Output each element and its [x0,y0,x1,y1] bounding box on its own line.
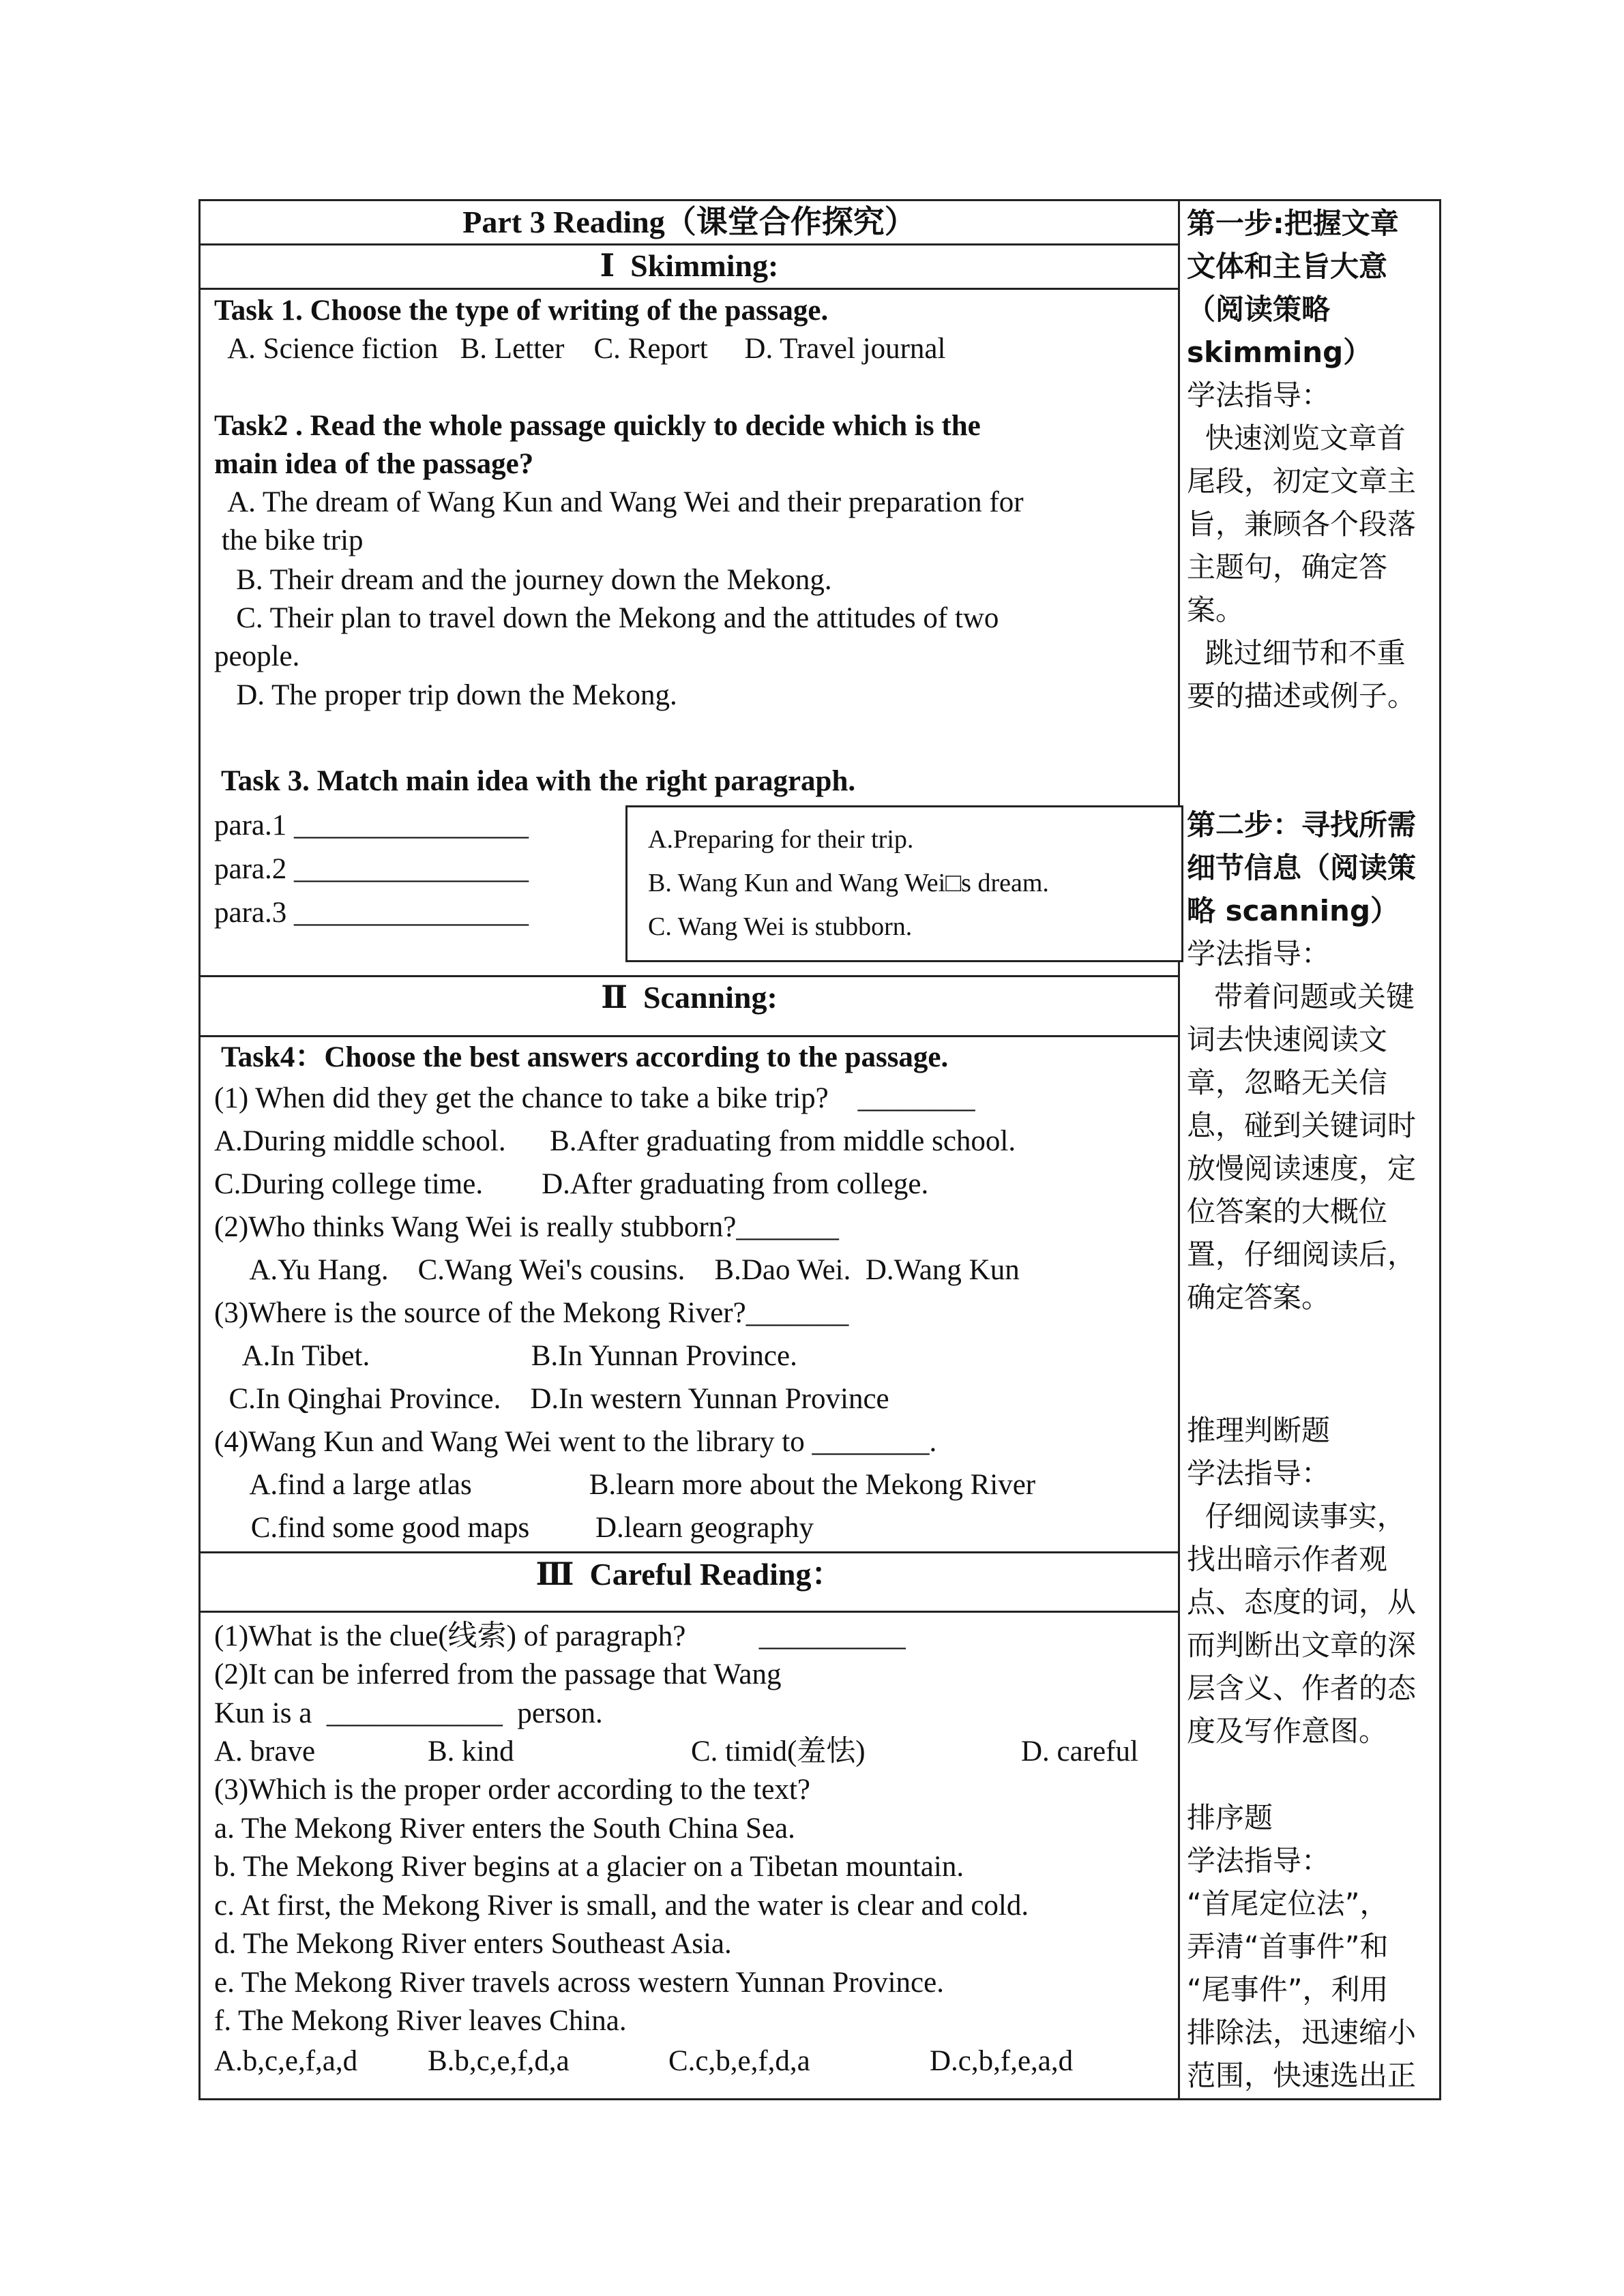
sidebar-line: 第一步:把握文章 [1187,207,1399,240]
q3-option-d: D.c,b,f,e,a,d [930,2045,1074,2077]
sidebar-line: 案。 [1187,593,1245,627]
q2-option-d: D. careful [1021,1735,1138,1768]
q3-line: c. At first, the Mekong River is small, and the water is clear and cold. [214,1890,1029,1922]
scanning-line: C.During college time. D.After graduating from college. [214,1168,929,1200]
task3-box-option-a: A.Preparing for their trip. [648,825,914,854]
task2-question-line1: Task2 . Read the whole passage quickly to decide which is the [214,410,981,442]
sidebar-line: 排序题 [1187,1801,1273,1834]
sidebar-line: 第二步：寻找所需 [1187,808,1417,841]
sidebar-line: 找出暗示作者观 [1187,1542,1388,1576]
sidebar-line: “首尾定位法”， [1187,1887,1389,1920]
task2-option-d: D. The proper trip down the Mekong. [214,679,677,711]
sidebar-line: 学法指导： [1187,378,1331,412]
task3-options-box [625,805,1183,962]
scanning-line: C.find some good maps D.learn geography [214,1512,814,1544]
skimming-heading: Ⅰ Skimming: [600,248,779,283]
sidebar-line: 仔细阅读事实， [1187,1500,1406,1533]
careful-reading-heading: Ⅲ Careful Reading： [535,1557,843,1592]
sidebar-line: 息，碰到关键词时 [1187,1109,1417,1142]
sidebar-step1 [1187,202,1432,717]
row-divider [198,1551,1179,1553]
sidebar-line: 跳过细节和不重 [1187,636,1406,670]
table-top-border [198,199,1441,201]
sidebar-line: 确定答案。 [1187,1281,1331,1314]
sidebar-line: 点、态度的词，从 [1187,1585,1417,1619]
task3-para-2: para.2 ________________ [214,853,529,885]
task2-option-a-cont: the bike trip [214,524,364,556]
sidebar-line: 细节信息（阅读策 [1187,851,1417,884]
sidebar-line: 学法指导： [1187,937,1331,970]
q3-option-b: B.b,c,e,f,d,a [428,2045,570,2077]
task1-question: Task 1. Choose the type of writing of the passage. [214,295,829,327]
task4-question: Task4：Choose the best answers according to the passage. [214,1041,949,1073]
sidebar-step2 [1187,803,1432,1319]
sidebar-line: 要的描述或例子。 [1187,679,1417,713]
sidebar-line: 置，仔细阅读后， [1187,1238,1417,1271]
careful-line: Kun is a ____________ person. [214,1697,603,1729]
sidebar-line: 略 scanning） [1187,894,1400,927]
q3-line: (3)Which is the proper order according to the text? [214,1774,810,1806]
row-divider [198,1611,1179,1613]
sidebar-line: 放慢阅读速度，定 [1187,1152,1417,1185]
task3-box-option-c: C. Wang Wei is stubborn. [648,912,913,941]
scanning-line: A.In Tibet. B.In Yunnan Province. [214,1340,797,1372]
sidebar-line: skimming） [1187,336,1372,369]
sidebar-line: （阅读策略 [1187,293,1331,326]
q2-option-b: B. kind [428,1735,514,1768]
row-divider [198,288,1179,290]
sidebar-line: 弄清“首事件”和 [1187,1930,1389,1963]
sidebar-line: 尾段，初定文章主 [1187,464,1417,498]
task2-question-line2: main idea of the passage? [214,448,534,480]
task1-options: A. Science fiction B. Letter C. Report D. Travel journal [214,333,946,365]
sidebar-line: 旨，兼顾各个段落 [1187,507,1417,541]
sidebar-step3 [1187,1409,1432,1753]
scanning-line: A.find a large atlas B.learn more about the Mekong River [214,1469,1036,1501]
careful-line: (2)It can be inferred from the passage that Wang [214,1658,782,1690]
q3-line: a. The Mekong River enters the South China Sea. [214,1813,795,1845]
column-divider [1178,199,1180,2100]
task3-para-1: para.1 ________________ [214,809,529,841]
task3-para-3: para.3 ________________ [214,897,529,929]
sidebar-line: 快速浏览文章首 [1187,421,1406,455]
task2-option-a: A. The dream of Wang Kun and Wang Wei and their preparation for [214,486,1024,518]
careful-line: (1)What is the clue(线索) of paragraph? __________ [214,1620,906,1652]
sidebar-line: 文体和主旨大意 [1187,250,1388,283]
sidebar-line: 章，忽略无关信 [1187,1066,1388,1099]
page-title: Part 3 Reading（课堂合作探究） [462,205,916,239]
row-divider [198,243,1179,245]
sidebar-line: 而判断出文章的深 [1187,1628,1417,1662]
sidebar-line: 推理判断题 [1187,1414,1331,1447]
q3-option-c: C.c,b,e,f,d,a [668,2045,810,2077]
q3-option-a: A.b,c,e,f,a,d [214,2045,358,2077]
scanning-line: C.In Qinghai Province. D.In western Yunnan Province [214,1383,889,1415]
q3-line: f. The Mekong River leaves China. [214,2005,627,2037]
sidebar-line: 排除法，迅速缩小 [1187,2016,1417,2049]
scanning-line: A.During middle school. B.After graduating from middle school. [214,1125,1016,1157]
table-bottom-border [198,2098,1441,2100]
sidebar-line: 范围，快速选出正 [1187,2059,1417,2092]
q3-line: d. The Mekong River enters Southeast Asia. [214,1928,732,1960]
q3-line: e. The Mekong River travels across western Yunnan Province. [214,1967,944,1999]
table-right-border [1439,199,1441,2100]
scanning-line: (4)Wang Kun and Wang Wei went to the library to ________. [214,1426,937,1458]
sidebar-step4 [1187,1796,1432,2097]
sidebar-line: 学法指导： [1187,1457,1331,1490]
row-divider [198,1035,1179,1037]
q2-option-c: C. timid(羞怯) [691,1735,866,1768]
table-left-border [198,199,201,2100]
task3-question: Task 3. Match main idea with the right paragraph. [214,765,856,797]
sidebar-line: 学法指导： [1187,1844,1331,1877]
scanning-line: (2)Who thinks Wang Wei is really stubborn?_______ [214,1211,839,1243]
sidebar-line: 词去快速阅读文 [1187,1023,1388,1056]
sidebar-line: 层含义、作者的态 [1187,1671,1417,1705]
sidebar-line: 带着问题或关键 [1187,980,1415,1013]
sidebar-line: 主题句，确定答 [1187,550,1388,584]
sidebar-line: “尾事件”，利用 [1187,1973,1389,2006]
row-divider [198,975,1179,977]
task2-option-c: C. Their plan to travel down the Mekong and the attitudes of two [214,602,999,634]
q2-option-a: A. brave [214,1735,316,1768]
sidebar-line: 度及写作意图。 [1187,1714,1388,1748]
sidebar-line: 位答案的大概位 [1187,1195,1388,1228]
task2-option-b: B. Their dream and the journey down the Mekong. [214,564,832,596]
q3-line: b. The Mekong River begins at a glacier on a Tibetan mountain. [214,1851,964,1883]
scanning-line: (3)Where is the source of the Mekong River?_______ [214,1297,849,1329]
scanning-heading: Ⅱ Scanning: [601,980,778,1015]
scanning-line: (1) When did they get the chance to take a bike trip? ________ [214,1082,975,1114]
task3-box-option-b: B. Wang Kun and Wang Wei□s dream. [648,869,1049,897]
task2-option-c-cont: people. [214,640,300,672]
scanning-line: A.Yu Hang. C.Wang Wei's cousins. B.Dao Wei. D.Wang Kun [214,1254,1020,1286]
